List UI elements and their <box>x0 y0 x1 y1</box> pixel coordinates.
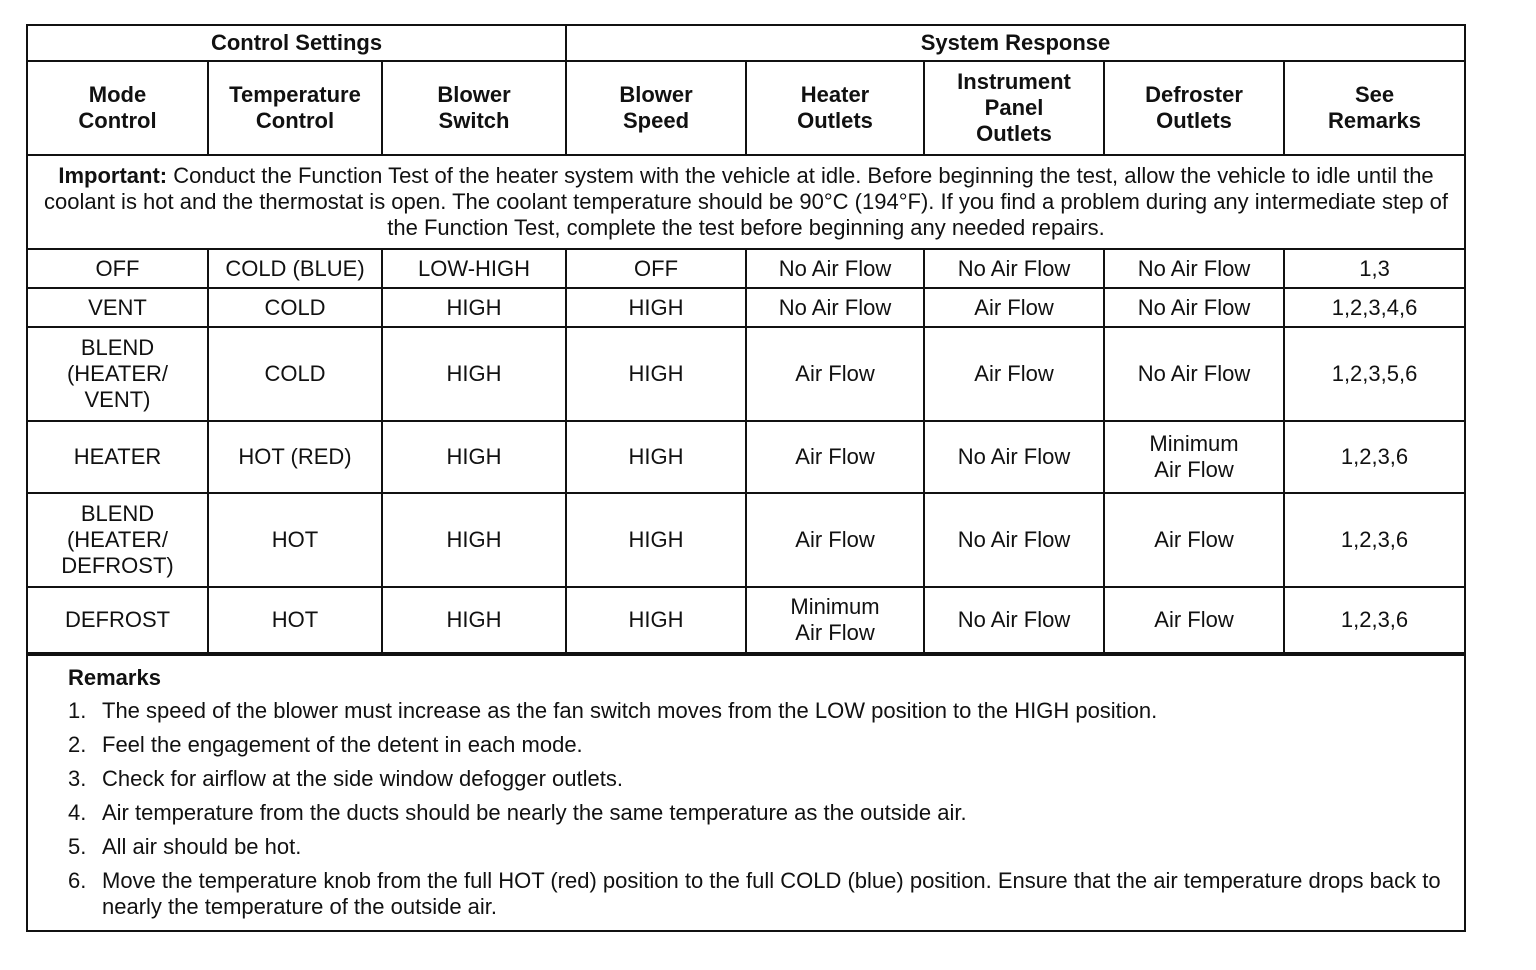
function-test-table <box>28 26 1464 654</box>
table-row <box>28 288 1464 327</box>
cell-temperature-control: HOT <box>208 493 382 587</box>
col-label: Blower Switch <box>437 82 511 133</box>
remark-text: All air should be hot. <box>102 834 302 859</box>
col-instrument-panel-outlets <box>924 61 1104 155</box>
cell-see-remarks: 1,3 <box>1284 249 1464 288</box>
col-temperature-control <box>208 61 382 155</box>
remark-number: 4. <box>68 800 87 825</box>
col-label: Blower Speed <box>619 82 693 133</box>
cell-blower-switch: HIGH <box>382 288 566 327</box>
col-heater-outlets <box>746 61 924 155</box>
cell-temperature-control: HOT <box>208 587 382 653</box>
table-row <box>28 493 1464 587</box>
cell-see-remarks: 1,2,3,5,6 <box>1284 327 1464 421</box>
group-system-response: System Response <box>566 26 1464 61</box>
remark-number: 1. <box>68 698 87 723</box>
remark-item <box>68 800 1444 826</box>
cell-instrument-panel-outlets: No Air Flow <box>924 249 1104 288</box>
remarks-title: Remarks <box>68 665 161 690</box>
cell-mode-control: VENT <box>28 288 208 327</box>
col-see-remarks <box>1284 61 1464 155</box>
cell-blower-speed: HIGH <box>566 421 746 493</box>
col-label: Defroster Outlets <box>1145 82 1243 133</box>
remark-item <box>68 732 1444 758</box>
remarks-section <box>28 654 1464 930</box>
cell-defroster-outlets: No Air Flow <box>1104 327 1284 421</box>
table-row <box>28 587 1464 653</box>
cell-blower-switch: LOW-HIGH <box>382 249 566 288</box>
cell-blower-speed: HIGH <box>566 493 746 587</box>
cell-mode-control: HEATER <box>28 421 208 493</box>
important-note <box>28 155 1464 249</box>
cell-instrument-panel-outlets: Air Flow <box>924 288 1104 327</box>
group-header-row <box>28 26 1464 61</box>
cell-temperature-control: COLD (BLUE) <box>208 249 382 288</box>
cell-temperature-control: COLD <box>208 288 382 327</box>
cell-temperature-control: COLD <box>208 327 382 421</box>
col-label: Instrument Panel Outlets <box>957 69 1071 146</box>
col-label: Temperature Control <box>229 82 361 133</box>
cell-defroster-outlets: Air Flow <box>1104 493 1284 587</box>
cell-heater-outlets: No Air Flow <box>746 288 924 327</box>
cell-defroster-outlets: Minimum Air Flow <box>1104 421 1284 493</box>
function-test-document <box>26 24 1466 932</box>
cell-blower-switch: HIGH <box>382 421 566 493</box>
group-control-settings: Control Settings <box>28 26 566 61</box>
remark-number: 3. <box>68 766 87 791</box>
remark-text: The speed of the blower must increase as the fan switch moves from the LOW position to the HIGH position. <box>102 698 1158 723</box>
remark-text: Air temperature from the ducts should be nearly the same temperature as the outside air. <box>102 800 967 825</box>
col-label: See Remarks <box>1328 82 1421 133</box>
cell-instrument-panel-outlets: Air Flow <box>924 327 1104 421</box>
cell-blower-speed: OFF <box>566 249 746 288</box>
cell-mode-control: DEFROST <box>28 587 208 653</box>
remarks-list <box>68 698 1444 920</box>
cell-defroster-outlets: Air Flow <box>1104 587 1284 653</box>
cell-mode-control: BLEND (HEATER/ VENT) <box>28 327 208 421</box>
important-note-row <box>28 155 1464 249</box>
cell-blower-switch: HIGH <box>382 493 566 587</box>
col-blower-switch <box>382 61 566 155</box>
remark-text: Move the temperature knob from the full HOT (red) position to the full COLD (blue) position. Ensure that the air temperature drops back to nearly the temperature of the outside air. <box>102 868 1441 919</box>
important-text: Conduct the Function Test of the heater system with the vehicle at idle. Before beginning the test, allow the vehicle to idle until the coolant is hot and the thermostat is open. The coolant temperature should be 90°C (194°F). If you find a problem during any intermediate step of the Function Test, complete the test before beginning any needed repairs. <box>44 163 1449 240</box>
table-row <box>28 249 1464 288</box>
cell-see-remarks: 1,2,3,4,6 <box>1284 288 1464 327</box>
cell-mode-control: BLEND (HEATER/ DEFROST) <box>28 493 208 587</box>
remark-item <box>68 766 1444 792</box>
remark-text: Feel the engagement of the detent in each mode. <box>102 732 583 757</box>
remark-number: 2. <box>68 732 87 757</box>
cell-blower-switch: HIGH <box>382 587 566 653</box>
col-mode-control <box>28 61 208 155</box>
remark-item <box>68 698 1444 724</box>
remark-text: Check for airflow at the side window defogger outlets. <box>102 766 623 791</box>
cell-see-remarks: 1,2,3,6 <box>1284 493 1464 587</box>
cell-blower-speed: HIGH <box>566 288 746 327</box>
column-header-row <box>28 61 1464 155</box>
cell-heater-outlets: Minimum Air Flow <box>746 587 924 653</box>
remark-item <box>68 868 1444 920</box>
cell-blower-switch: HIGH <box>382 327 566 421</box>
cell-temperature-control: HOT (RED) <box>208 421 382 493</box>
remark-item <box>68 834 1444 860</box>
cell-mode-control: OFF <box>28 249 208 288</box>
cell-heater-outlets: Air Flow <box>746 493 924 587</box>
remark-number: 5. <box>68 834 87 859</box>
table-row <box>28 421 1464 493</box>
cell-see-remarks: 1,2,3,6 <box>1284 421 1464 493</box>
cell-see-remarks: 1,2,3,6 <box>1284 587 1464 653</box>
cell-instrument-panel-outlets: No Air Flow <box>924 587 1104 653</box>
cell-instrument-panel-outlets: No Air Flow <box>924 493 1104 587</box>
col-defroster-outlets <box>1104 61 1284 155</box>
cell-defroster-outlets: No Air Flow <box>1104 288 1284 327</box>
remark-number: 6. <box>68 868 87 893</box>
table-row <box>28 327 1464 421</box>
cell-heater-outlets: Air Flow <box>746 421 924 493</box>
cell-heater-outlets: No Air Flow <box>746 249 924 288</box>
cell-blower-speed: HIGH <box>566 327 746 421</box>
cell-defroster-outlets: No Air Flow <box>1104 249 1284 288</box>
col-label: Heater Outlets <box>797 82 873 133</box>
cell-instrument-panel-outlets: No Air Flow <box>924 421 1104 493</box>
col-blower-speed <box>566 61 746 155</box>
important-label: Important: <box>58 163 168 188</box>
cell-heater-outlets: Air Flow <box>746 327 924 421</box>
col-label: Mode Control <box>78 82 157 133</box>
cell-blower-speed: HIGH <box>566 587 746 653</box>
